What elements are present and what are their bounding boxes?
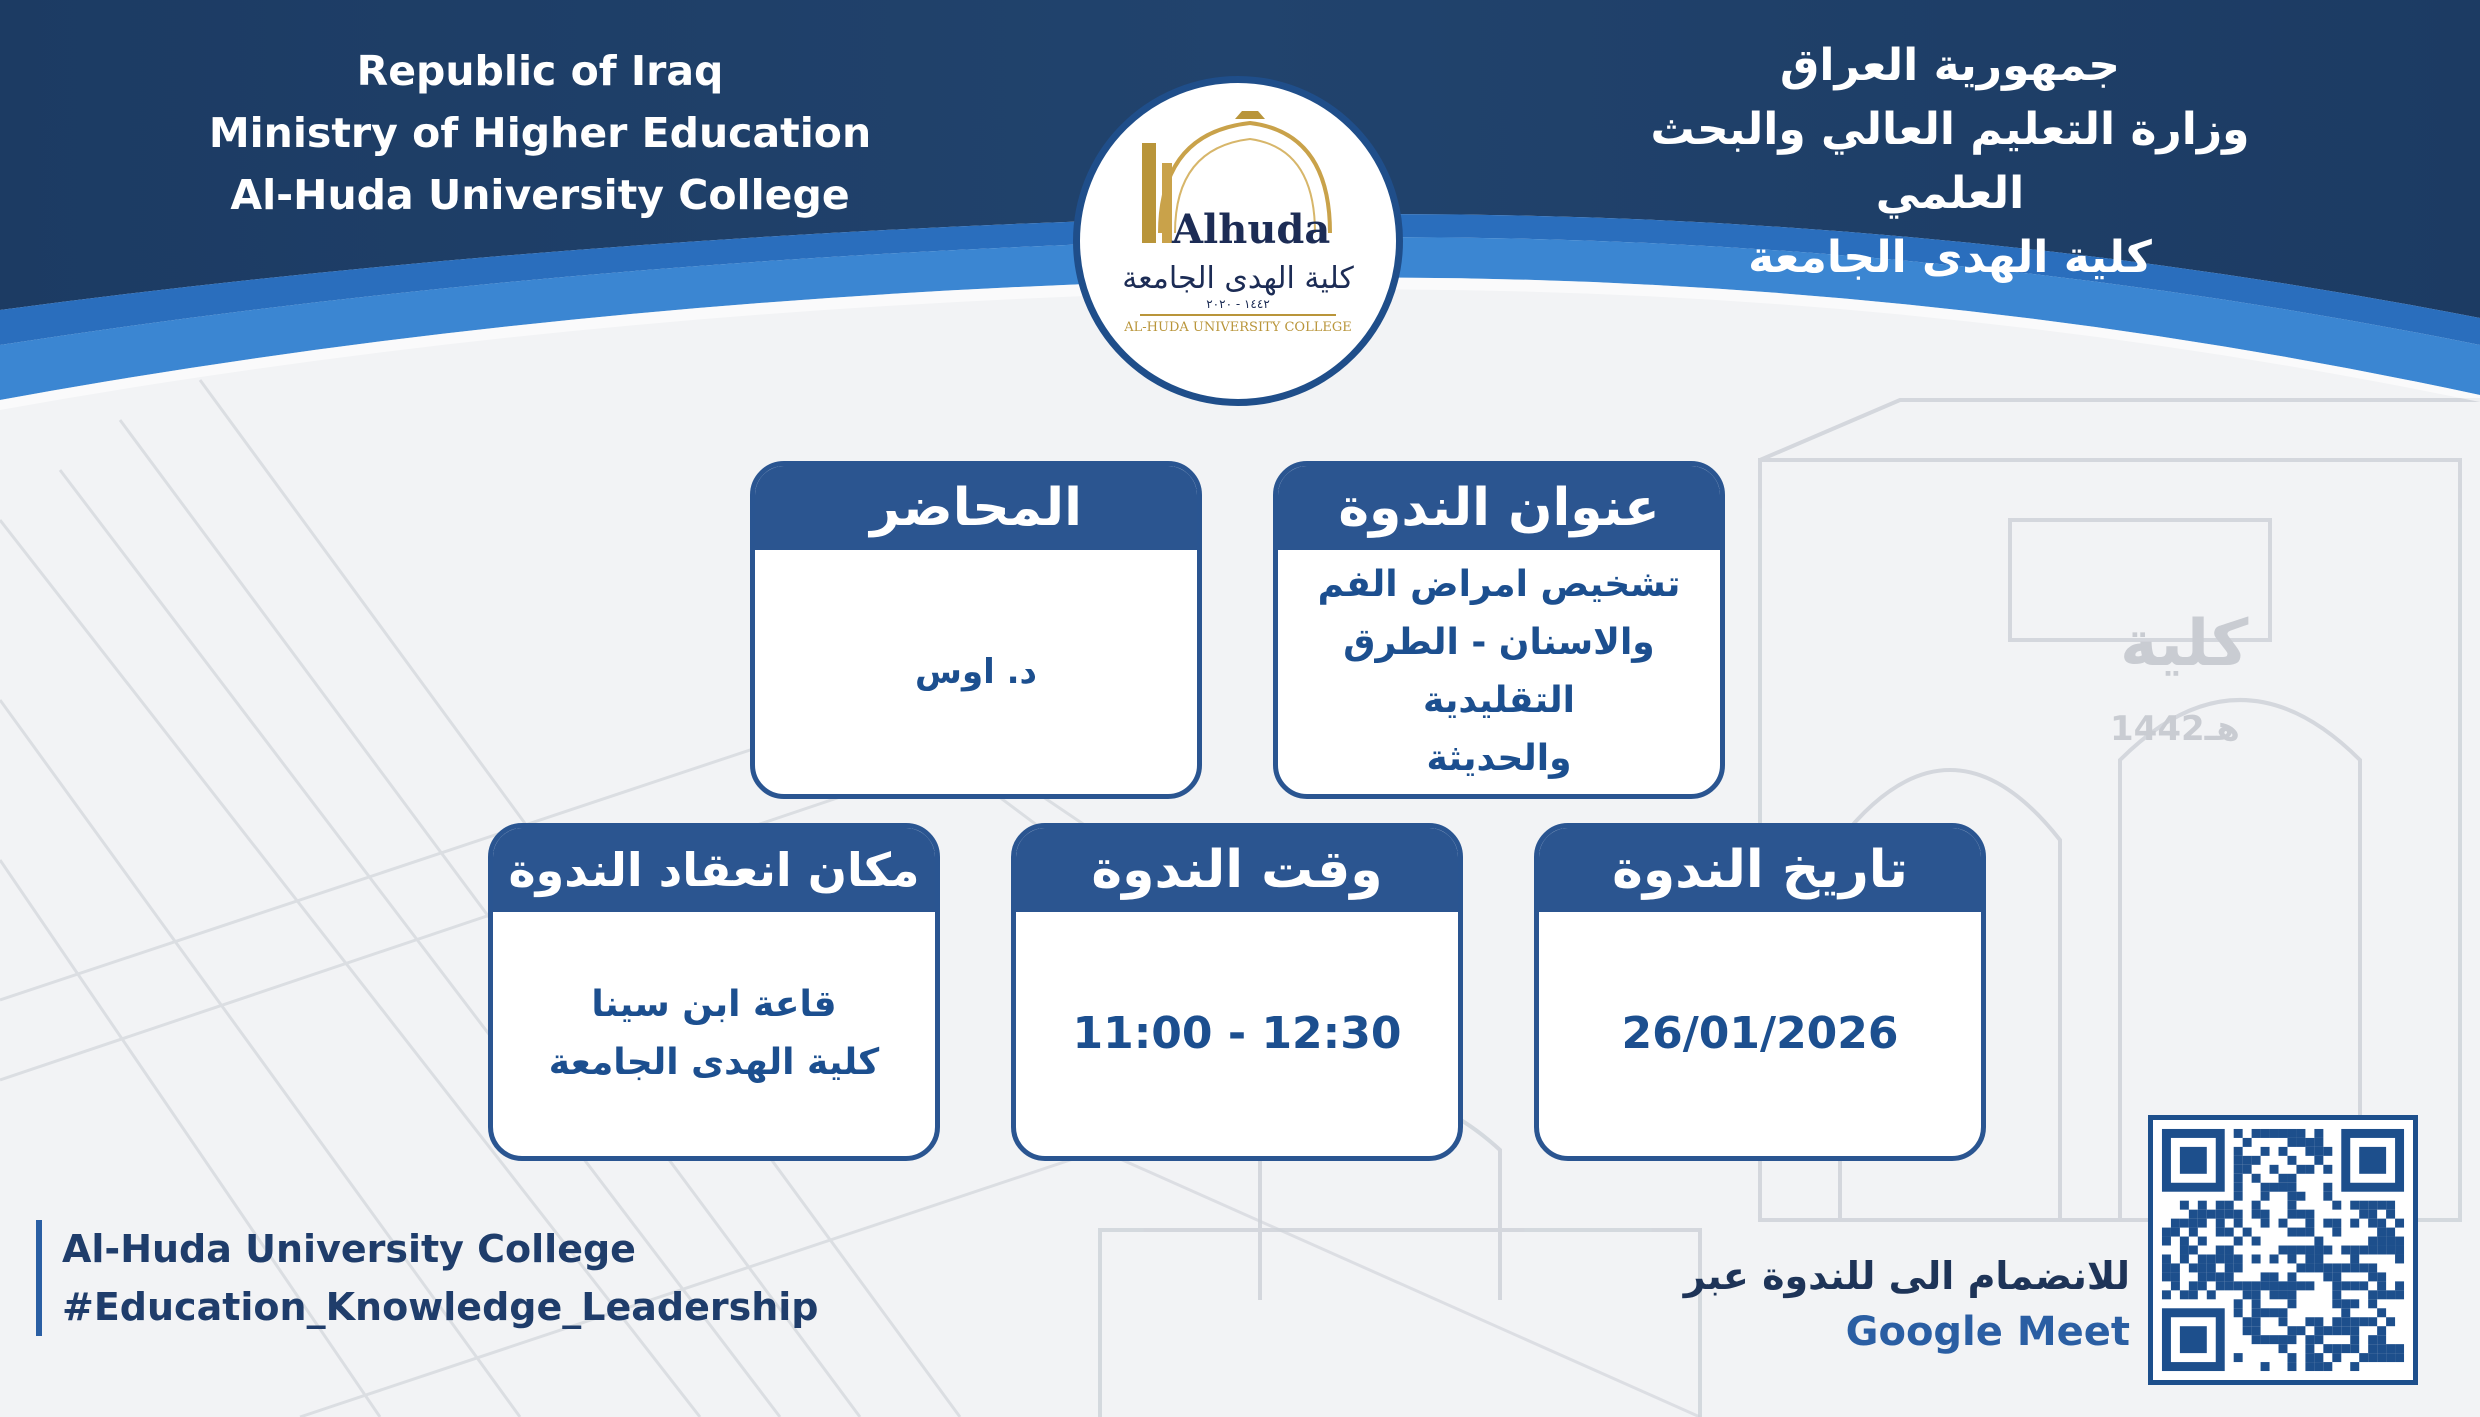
seminar-time: 11:00 - 12:30 (1072, 1008, 1402, 1059)
seminar-title-line-3: والحديثة (1426, 738, 1572, 779)
header-ar-line-2: وزارة التعليم العالي والبحث العلمي (1650, 104, 2250, 219)
seminar-date: 26/01/2026 (1621, 1008, 1899, 1059)
footer-college-name: Al-Huda University College (62, 1227, 636, 1271)
card-seminar-venue-label: مكان انعقاد الندوة (493, 828, 935, 912)
seminar-title-line-2: والاسنان - الطرق التقليدية (1343, 622, 1655, 721)
card-seminar-date-body (1539, 912, 1981, 1156)
card-lecturer (750, 461, 1202, 799)
card-seminar-venue (488, 823, 940, 1161)
card-seminar-time (1011, 823, 1463, 1161)
building-text: كلية (2120, 607, 2249, 681)
footer-hashtag: #Education_Knowledge_Leadership (62, 1285, 819, 1329)
card-lecturer-label: المحاضر (755, 466, 1197, 550)
card-seminar-date (1534, 823, 1986, 1161)
lecturer-name: د. اوس (915, 652, 1037, 692)
card-seminar-title-label: عنوان الندوة (1278, 466, 1720, 550)
logo-emblem-icon (1080, 83, 1396, 399)
header-en-line-2: Ministry of Higher Education (208, 109, 872, 157)
header-english (200, 40, 880, 226)
card-seminar-time-label: وقت الندوة (1016, 828, 1458, 912)
card-seminar-title-body (1278, 550, 1720, 794)
join-text: للانضمام الى للندوة عبر (1683, 1254, 2130, 1298)
logo-arabic-name: كلية الهدى الجامعة (1122, 261, 1354, 296)
card-seminar-title (1273, 461, 1725, 799)
card-seminar-venue-body (493, 912, 935, 1156)
logo-english-name: AL-HUDA UNIVERSITY COLLEGE (1124, 320, 1352, 335)
building-year: 1442هـ (2110, 709, 2240, 749)
logo-wordmark: Alhuda (1172, 206, 1331, 253)
header-ar-line-3: كلية الهدى الجامعة (1748, 232, 2152, 283)
qr-code-icon (2153, 1120, 2413, 1380)
venue-line-2: كلية الهدى الجامعة (548, 1042, 880, 1083)
venue-line-1: قاعة ابن سينا (591, 984, 837, 1025)
join-platform-link[interactable]: Google Meet (1845, 1309, 2130, 1355)
college-logo (1073, 76, 1403, 406)
header-ar-line-1: جمهورية العراق (1780, 40, 2120, 91)
logo-years: ١٤٤٢ - ٢٠٢٠ (1206, 297, 1270, 311)
join-instructions (1620, 1248, 2130, 1360)
footer-branding (36, 1220, 819, 1336)
header-arabic (1580, 34, 2320, 290)
qr-code[interactable] (2148, 1115, 2418, 1385)
header-en-line-1: Republic of Iraq (356, 47, 724, 95)
card-lecturer-body (755, 550, 1197, 794)
seminar-title-line-1: تشخيص امراض الفم (1317, 564, 1681, 605)
card-seminar-date-label: تاريخ الندوة (1539, 828, 1981, 912)
card-seminar-time-body (1016, 912, 1458, 1156)
header-en-line-3: Al-Huda University College (230, 171, 850, 219)
